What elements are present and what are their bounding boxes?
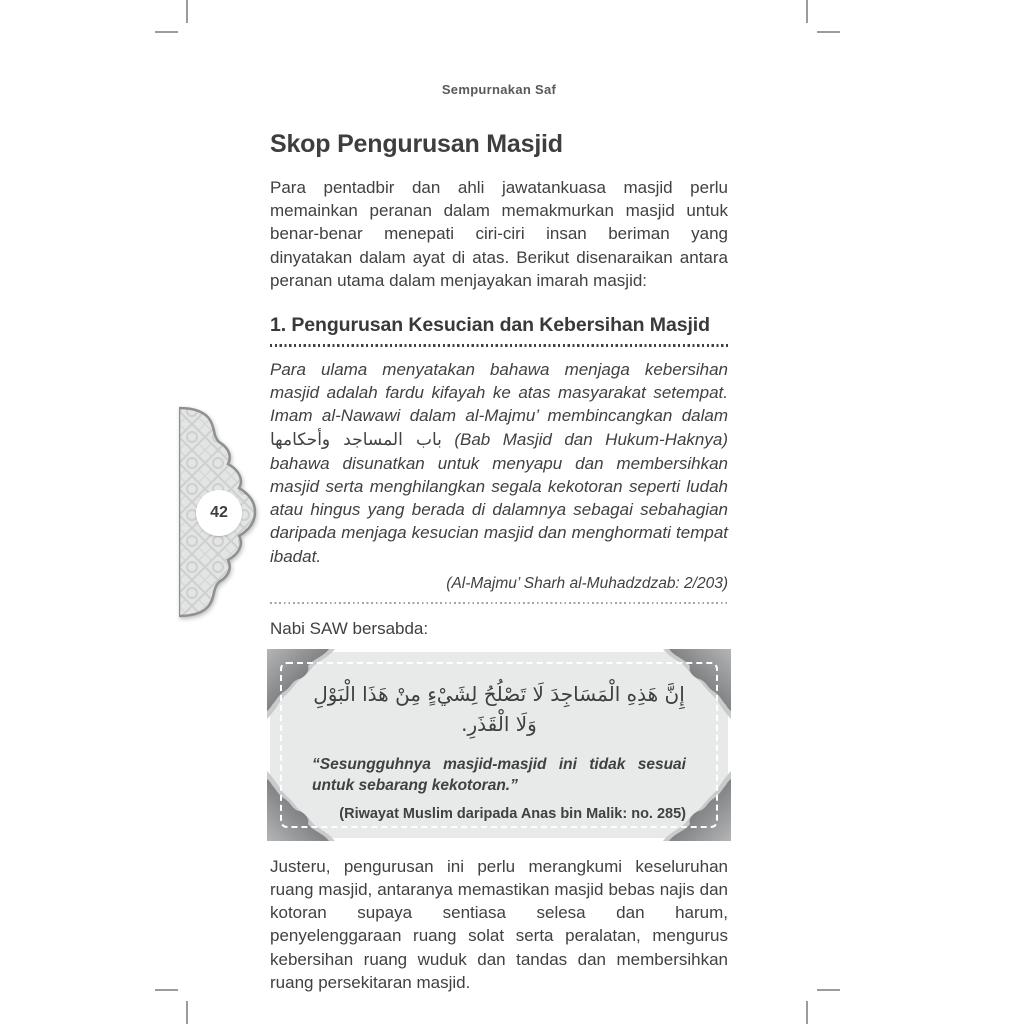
running-header: Sempurnakan Saf (441, 82, 557, 97)
main-text-column (270, 130, 728, 994)
hadith-citation: (Riwayat Muslim daripada Anas bin Malik: no. 285) (339, 805, 686, 822)
scholar-paragraph (270, 358, 728, 568)
crop-mark-top-right-vertical (806, 0, 808, 23)
dotted-divider-dark (270, 344, 728, 347)
hadith-translation: “Sesungguhnya masjid-masjid ini tidak sesuai untuk sebarang kekotoran.” (312, 755, 686, 794)
dotted-divider-light (270, 602, 728, 604)
scholar-paragraph-part1: Para ulama menyatakan bahawa menjaga kebersihan masjid adalah fardu kifayah ke atas masyarakat setempat. Imam al-Nawawi dalam al-Majmu’ membincangkan dalam (270, 360, 728, 426)
intro-paragraph: Para pentadbir dan ahli jawatankuasa masjid perlu memainkan peranan dalam memakmurkan masjid untuk benar-benar menepati ciri-ciri insan beriman yang dinyatakan dalam ayat di atas. Berikut disenaraikan antara peranan utama dalam menjayakan imarah masjid: (270, 178, 728, 290)
crop-mark-top-left-vertical (186, 0, 188, 23)
hadith-arabic-text: إِنَّ هَذِهِ الْمَسَاجِدَ لَا تَصْلُحُ لِشَيْءٍ مِنْ هَذَا الْبَوْلِ وَلَا الْقَذَرِ. (313, 681, 685, 736)
crop-mark-bottom-right-vertical (806, 1001, 808, 1024)
majmu-citation: (Al-Majmu’ Sharh al-Muhadzdzab: 2/203) (446, 574, 728, 592)
crop-mark-bottom-right-horizontal (817, 989, 840, 991)
scholar-paragraph-part2: (Bab Masjid dan Hukum-Haknya) bahawa disunatkan untuk menyapu dan membersihkan masjid serta menghilangkan segala kekotoran seperti ludah atau hingus yang berada di dalamnya sebagai sebahagian daripada menjaga kesucian masjid dan menghormati tempat ibadat. (270, 429, 728, 566)
page-number: 42 (196, 490, 242, 536)
crop-mark-bottom-left-vertical (186, 1001, 188, 1024)
hadith-intro: Nabi SAW bersabda: (270, 618, 429, 638)
section-heading: 1. Pengurusan Kesucian dan Kebersihan Masjid (270, 314, 710, 337)
scholar-paragraph-arabic: باب المساجد وأحكامها (270, 429, 442, 450)
page-title: Skop Pengurusan Masjid (270, 130, 563, 158)
closing-paragraph: Justeru, pengurusan ini perlu merangkumi keseluruhan ruang masjid, antaranya memastikan masjid bebas najis dan kotoran supaya sentiasa selesa dan harum, penyelenggaraan ruang solat serta peralatan, mengurus kebersihan ruang wuduk dan tandas dan membersihkan ruang persekitaran masjid. (270, 856, 728, 992)
crop-mark-top-right-horizontal (817, 31, 840, 33)
crop-mark-top-left-horizontal (155, 31, 178, 33)
crop-mark-bottom-left-horizontal (155, 989, 178, 991)
hadith-quote-box (270, 652, 728, 838)
